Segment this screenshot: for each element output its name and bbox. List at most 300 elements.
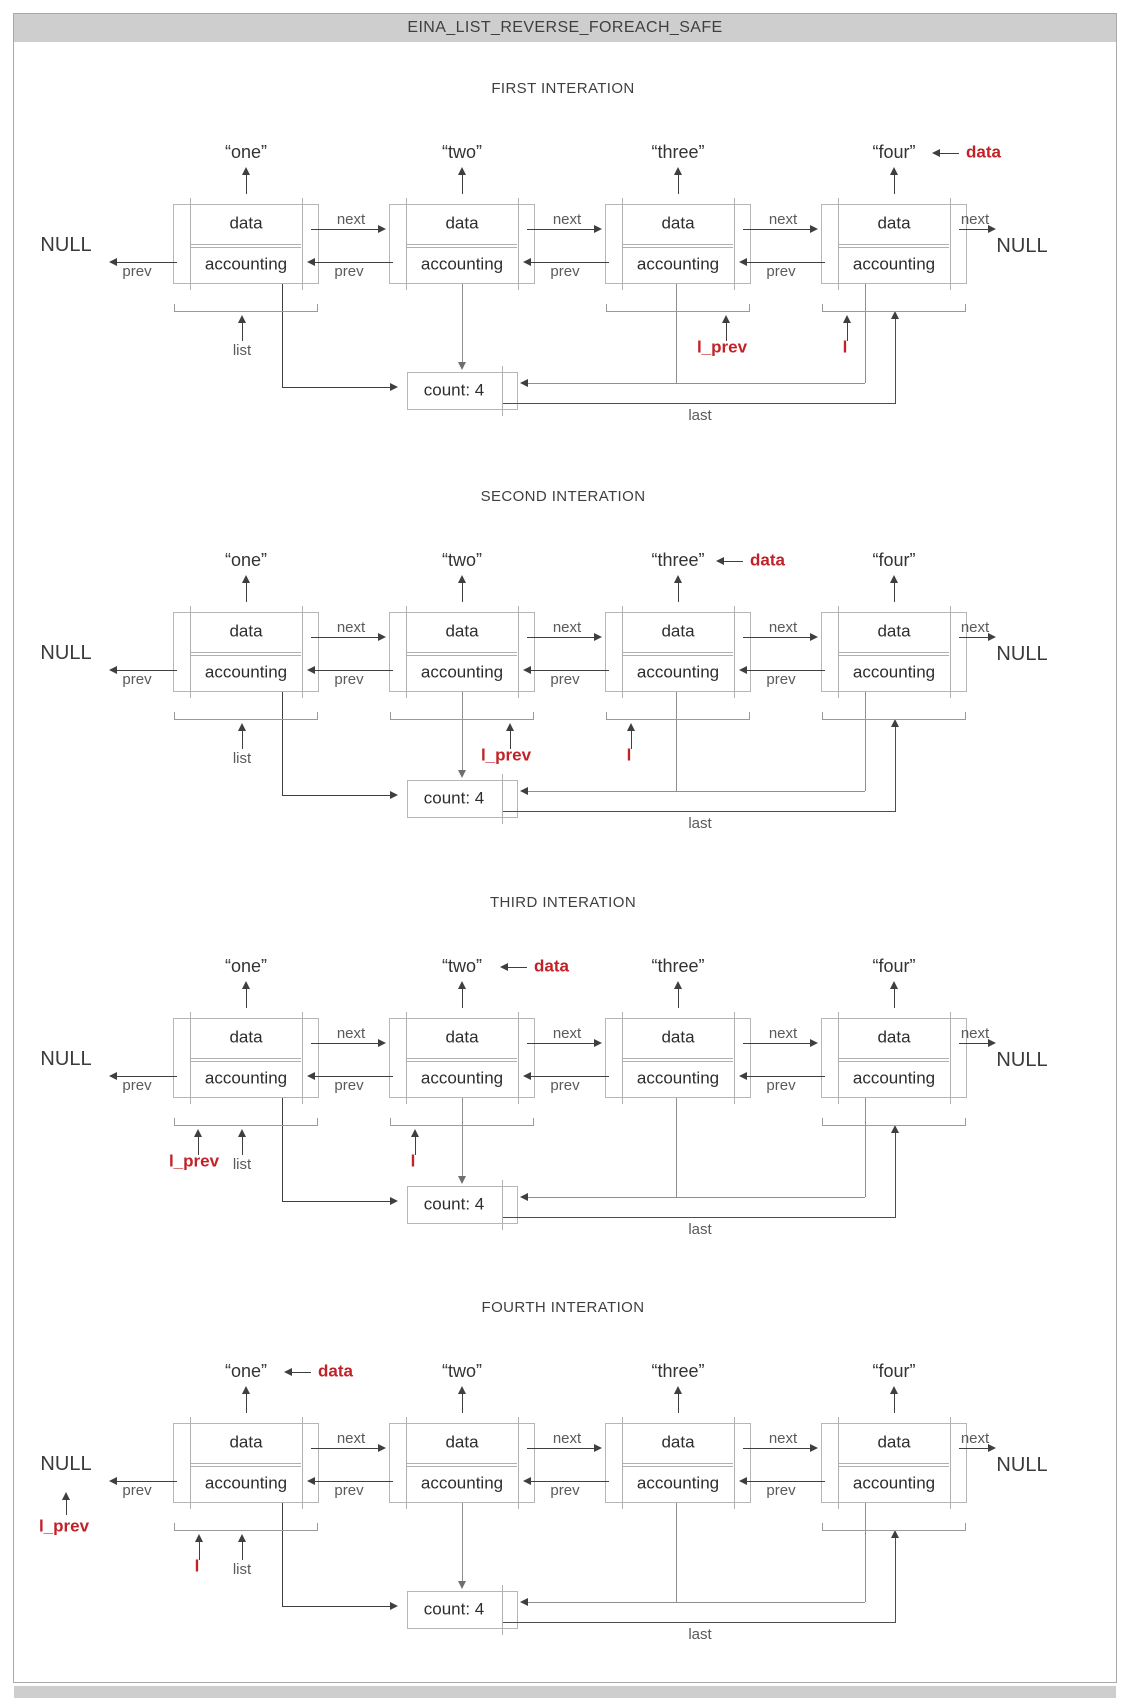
l-pointer-label: l xyxy=(194,1556,200,1576)
count-value: count: 4 xyxy=(423,1599,485,1619)
node-divider xyxy=(623,247,733,248)
l-pointer-arrowhead xyxy=(195,1534,203,1542)
count-left-arrowhead xyxy=(390,791,398,799)
next-pointer-line xyxy=(311,1448,379,1449)
next-arrowhead xyxy=(988,633,996,641)
l-prev-pointer-label: l_prev xyxy=(38,1516,90,1536)
node-data-cell: data xyxy=(661,621,695,641)
node-divider xyxy=(623,652,733,653)
l-pointer-arrowhead xyxy=(411,1129,419,1137)
node4-drop-line xyxy=(865,692,866,791)
node-label-arrow xyxy=(894,582,895,602)
node-string-label: “four” xyxy=(872,142,916,163)
list-pointer-arrowhead xyxy=(238,1534,246,1542)
next-arrowhead xyxy=(378,1444,386,1452)
node-string-label: “one” xyxy=(224,142,268,163)
node-rail xyxy=(302,1012,303,1104)
node-string-label: “one” xyxy=(224,1361,268,1382)
l-prev-pointer-arrow xyxy=(66,1499,67,1515)
node-divider xyxy=(839,1061,949,1062)
prev-label: prev xyxy=(550,1481,580,1499)
node-rail xyxy=(302,606,303,698)
count-right-line xyxy=(528,1197,865,1198)
node-label-arrowhead xyxy=(890,575,898,583)
prev-arrowhead xyxy=(523,1477,531,1485)
node-label-arrow xyxy=(246,174,247,194)
next-pointer-line xyxy=(959,1448,989,1449)
node-label-arrow xyxy=(462,174,463,194)
node-rail xyxy=(518,606,519,698)
node-divider xyxy=(407,1058,517,1059)
null-label-right: NULL xyxy=(996,1049,1048,1071)
next-pointer-line xyxy=(311,229,379,230)
prev-arrowhead xyxy=(109,258,117,266)
node3-drop-line xyxy=(676,1098,677,1197)
node-divider xyxy=(407,652,517,653)
node-bracket xyxy=(174,712,318,720)
null-label-left: NULL xyxy=(40,642,92,664)
node-data-cell: data xyxy=(877,1432,911,1452)
null-label-left: NULL xyxy=(40,1048,92,1070)
node-string-label: “one” xyxy=(224,550,268,571)
node-label-arrowhead xyxy=(890,1386,898,1394)
node-label-arrowhead xyxy=(458,981,466,989)
node-divider xyxy=(191,244,301,245)
data-pointer-arrowhead xyxy=(716,557,724,565)
next-pointer-line xyxy=(959,1043,989,1044)
null-label-right: NULL xyxy=(996,643,1048,665)
prev-label: prev xyxy=(334,262,364,280)
node-label-arrow xyxy=(678,988,679,1008)
last-label: last xyxy=(688,1625,712,1643)
list-connector-line xyxy=(282,1503,283,1606)
node-label-arrow xyxy=(246,988,247,1008)
prev-arrowhead xyxy=(739,1477,747,1485)
l-prev-pointer-arrowhead xyxy=(62,1492,70,1500)
node-bracket xyxy=(390,712,534,720)
node-label-arrowhead xyxy=(242,1386,250,1394)
prev-label: prev xyxy=(334,670,364,688)
next-pointer-line xyxy=(311,637,379,638)
last-line xyxy=(503,811,896,812)
node-data-cell: data xyxy=(229,213,263,233)
count-value: count: 4 xyxy=(423,380,485,400)
last-line-vertical xyxy=(895,1132,896,1217)
node-label-arrowhead xyxy=(674,981,682,989)
node-accounting-cell: accounting xyxy=(636,254,720,274)
prev-arrowhead xyxy=(307,666,315,674)
node-string-label: “three” xyxy=(651,956,705,977)
node-divider xyxy=(839,1058,949,1059)
node-string-label: “three” xyxy=(651,550,705,571)
node-accounting-cell: accounting xyxy=(420,1068,504,1088)
last-label: last xyxy=(688,1220,712,1238)
l-prev-pointer-arrowhead xyxy=(722,315,730,323)
node-rail xyxy=(518,1012,519,1104)
node-bracket xyxy=(174,1523,318,1531)
prev-arrowhead xyxy=(523,666,531,674)
list-pointer-arrowhead xyxy=(238,723,246,731)
count-top-arrowhead xyxy=(458,1176,466,1184)
count-left-arrowhead xyxy=(390,1197,398,1205)
node-divider xyxy=(191,1058,301,1059)
node-divider xyxy=(191,1061,301,1062)
data-pointer-arrow xyxy=(507,967,527,968)
node-data-cell: data xyxy=(229,1432,263,1452)
null-label-right: NULL xyxy=(996,1454,1048,1476)
list-connector-line xyxy=(282,1201,391,1202)
node-divider xyxy=(407,244,517,245)
count-top-arrow-line xyxy=(462,284,463,364)
prev-arrowhead xyxy=(109,1477,117,1485)
count-box-divider xyxy=(502,366,503,416)
data-pointer-arrow xyxy=(291,1372,311,1373)
list-pointer-label: list xyxy=(232,1560,252,1578)
last-line xyxy=(503,403,896,404)
list-pointer-label: list xyxy=(232,749,252,767)
node-string-label: “one” xyxy=(224,956,268,977)
node-string-label: “two” xyxy=(442,142,482,163)
node-label-arrow xyxy=(894,1393,895,1413)
node-bracket xyxy=(390,1118,534,1126)
count-top-arrow-line xyxy=(462,1098,463,1178)
section-title: FIRST INTERATION xyxy=(491,79,635,97)
node-data-cell: data xyxy=(445,1432,479,1452)
last-line xyxy=(503,1217,896,1218)
prev-label: prev xyxy=(550,1076,580,1094)
node-rail xyxy=(734,606,735,698)
next-pointer-line xyxy=(959,229,989,230)
last-line-vertical xyxy=(895,726,896,811)
node-data-cell: data xyxy=(445,621,479,641)
node-divider xyxy=(839,655,949,656)
list-connector-line xyxy=(282,692,283,795)
prev-arrowhead xyxy=(307,1072,315,1080)
next-label: next xyxy=(552,1024,582,1042)
next-label: next xyxy=(960,1024,990,1042)
node-bracket xyxy=(822,304,966,312)
node-bracket xyxy=(822,1523,966,1531)
next-arrowhead xyxy=(810,633,818,641)
node-string-label: “two” xyxy=(442,550,482,571)
next-label: next xyxy=(768,1429,798,1447)
node-data-cell: data xyxy=(661,213,695,233)
title-bar xyxy=(14,14,1116,42)
node-divider xyxy=(407,1061,517,1062)
node-string-label: “two” xyxy=(442,956,482,977)
count-top-arrowhead xyxy=(458,362,466,370)
next-arrowhead xyxy=(378,633,386,641)
node-divider xyxy=(623,1466,733,1467)
next-pointer-line xyxy=(743,229,811,230)
data-pointer-arrowhead xyxy=(932,149,940,157)
null-label-left: NULL xyxy=(40,1453,92,1475)
next-label: next xyxy=(336,1429,366,1447)
node-data-cell: data xyxy=(229,1027,263,1047)
list-pointer-arrow xyxy=(242,1136,243,1155)
node-label-arrow xyxy=(894,174,895,194)
count-right-arrowhead xyxy=(520,1193,528,1201)
node-divider xyxy=(623,1061,733,1062)
prev-label: prev xyxy=(334,1076,364,1094)
prev-label: prev xyxy=(550,262,580,280)
count-right-arrowhead xyxy=(520,1598,528,1606)
node-rail xyxy=(734,1417,735,1509)
prev-label: prev xyxy=(122,670,152,688)
l-pointer-label: l xyxy=(410,1151,416,1171)
l-pointer-arrowhead xyxy=(843,315,851,323)
node-divider xyxy=(407,247,517,248)
node-label-arrowhead xyxy=(458,575,466,583)
node-label-arrow xyxy=(462,1393,463,1413)
node-string-label: “two” xyxy=(442,1361,482,1382)
next-arrowhead xyxy=(378,225,386,233)
node-label-arrowhead xyxy=(890,981,898,989)
node-label-arrow xyxy=(678,582,679,602)
node-string-label: “three” xyxy=(651,142,705,163)
l-pointer-label: l xyxy=(842,337,848,357)
count-top-arrow-line xyxy=(462,1503,463,1583)
count-right-line xyxy=(528,383,865,384)
node-rail xyxy=(950,1012,951,1104)
node4-drop-line xyxy=(865,1098,866,1197)
l-prev-pointer-label: l_prev xyxy=(480,745,532,765)
list-pointer-arrowhead xyxy=(238,1129,246,1137)
next-pointer-line xyxy=(743,637,811,638)
node-divider xyxy=(407,1463,517,1464)
prev-label: prev xyxy=(766,1481,796,1499)
prev-arrowhead xyxy=(109,666,117,674)
node-bracket xyxy=(174,304,318,312)
null-label-left: NULL xyxy=(40,234,92,256)
node-label-arrow xyxy=(894,988,895,1008)
prev-arrowhead xyxy=(739,1072,747,1080)
data-pointer-label: data xyxy=(318,1361,353,1381)
count-box-divider xyxy=(502,774,503,824)
node-label-arrowhead xyxy=(458,1386,466,1394)
next-arrowhead xyxy=(594,225,602,233)
node-label-arrow xyxy=(246,1393,247,1413)
node-divider xyxy=(839,652,949,653)
node-label-arrowhead xyxy=(242,167,250,175)
node-accounting-cell: accounting xyxy=(852,1473,936,1493)
data-pointer-arrow xyxy=(939,153,959,154)
next-label: next xyxy=(336,1024,366,1042)
node-accounting-cell: accounting xyxy=(204,662,288,682)
count-right-arrowhead xyxy=(520,379,528,387)
node-label-arrow xyxy=(678,1393,679,1413)
list-pointer-label: list xyxy=(232,341,252,359)
node-data-cell: data xyxy=(661,1432,695,1452)
data-pointer-label: data xyxy=(534,956,569,976)
prev-label: prev xyxy=(122,262,152,280)
count-box-divider xyxy=(502,1180,503,1230)
node-divider xyxy=(191,1463,301,1464)
next-label: next xyxy=(768,618,798,636)
list-pointer-arrow xyxy=(242,322,243,341)
count-box-divider xyxy=(502,1585,503,1635)
next-pointer-line xyxy=(527,637,595,638)
node-label-arrowhead xyxy=(674,1386,682,1394)
prev-arrowhead xyxy=(739,258,747,266)
node-rail xyxy=(518,1417,519,1509)
node-divider xyxy=(191,652,301,653)
next-arrowhead xyxy=(810,225,818,233)
node-rail xyxy=(950,198,951,290)
node-data-cell: data xyxy=(877,621,911,641)
list-connector-line xyxy=(282,284,283,387)
next-arrowhead xyxy=(988,225,996,233)
node-divider xyxy=(839,244,949,245)
count-left-arrowhead xyxy=(390,383,398,391)
next-pointer-line xyxy=(743,1448,811,1449)
node-label-arrow xyxy=(678,174,679,194)
next-arrowhead xyxy=(594,1444,602,1452)
node-divider xyxy=(191,1466,301,1467)
node-divider xyxy=(839,1463,949,1464)
prev-label: prev xyxy=(122,1481,152,1499)
node4-drop-line xyxy=(865,1503,866,1602)
node-accounting-cell: accounting xyxy=(204,1473,288,1493)
node3-drop-line xyxy=(676,1503,677,1602)
next-label: next xyxy=(960,618,990,636)
count-value: count: 4 xyxy=(423,788,485,808)
data-pointer-label: data xyxy=(966,142,1001,162)
node-divider xyxy=(839,247,949,248)
node-accounting-cell: accounting xyxy=(852,662,936,682)
node-label-arrowhead xyxy=(242,981,250,989)
prev-label: prev xyxy=(122,1076,152,1094)
count-value: count: 4 xyxy=(423,1194,485,1214)
node-label-arrowhead xyxy=(242,575,250,583)
node-label-arrowhead xyxy=(674,575,682,583)
node-rail xyxy=(734,198,735,290)
null-label-right: NULL xyxy=(996,235,1048,257)
next-arrowhead xyxy=(810,1444,818,1452)
node-accounting-cell: accounting xyxy=(636,1068,720,1088)
node-label-arrow xyxy=(462,988,463,1008)
node-label-arrowhead xyxy=(674,167,682,175)
node-rail xyxy=(950,1417,951,1509)
next-arrowhead xyxy=(810,1039,818,1047)
last-label: last xyxy=(688,814,712,832)
node-string-label: “four” xyxy=(872,956,916,977)
list-connector-line xyxy=(282,1606,391,1607)
next-arrowhead xyxy=(988,1444,996,1452)
next-pointer-line xyxy=(959,637,989,638)
node-accounting-cell: accounting xyxy=(636,1473,720,1493)
last-arrowhead xyxy=(891,1125,899,1133)
prev-arrowhead xyxy=(109,1072,117,1080)
node-label-arrowhead xyxy=(890,167,898,175)
next-label: next xyxy=(336,210,366,228)
data-pointer-arrow xyxy=(723,561,743,562)
count-right-line xyxy=(528,791,865,792)
node3-drop-line xyxy=(676,692,677,791)
count-right-arrowhead xyxy=(520,787,528,795)
node3-drop-line xyxy=(676,284,677,383)
node-accounting-cell: accounting xyxy=(420,662,504,682)
node-divider xyxy=(191,655,301,656)
prev-label: prev xyxy=(766,262,796,280)
next-label: next xyxy=(768,1024,798,1042)
node-divider xyxy=(623,1058,733,1059)
node-bracket xyxy=(822,712,966,720)
node-divider xyxy=(839,1466,949,1467)
node-accounting-cell: accounting xyxy=(420,1473,504,1493)
node-bracket xyxy=(606,712,750,720)
node-data-cell: data xyxy=(877,213,911,233)
node-string-label: “three” xyxy=(651,1361,705,1382)
node-divider xyxy=(623,244,733,245)
node-label-arrow xyxy=(462,582,463,602)
node-accounting-cell: accounting xyxy=(420,254,504,274)
next-arrowhead xyxy=(988,1039,996,1047)
node-data-cell: data xyxy=(229,621,263,641)
node-accounting-cell: accounting xyxy=(204,254,288,274)
node-rail xyxy=(302,198,303,290)
list-pointer-arrowhead xyxy=(238,315,246,323)
section-title: FOURTH INTERATION xyxy=(481,1298,645,1316)
node-data-cell: data xyxy=(445,213,479,233)
data-pointer-arrowhead xyxy=(284,1368,292,1376)
node-accounting-cell: accounting xyxy=(852,254,936,274)
list-pointer-label: list xyxy=(232,1155,252,1173)
node-string-label: “four” xyxy=(872,550,916,571)
next-pointer-line xyxy=(527,1043,595,1044)
prev-arrowhead xyxy=(307,1477,315,1485)
node-label-arrowhead xyxy=(458,167,466,175)
prev-label: prev xyxy=(334,1481,364,1499)
next-arrowhead xyxy=(594,1039,602,1047)
l-pointer-label: l xyxy=(626,745,632,765)
prev-arrowhead xyxy=(307,258,315,266)
data-pointer-arrowhead xyxy=(500,963,508,971)
count-top-arrowhead xyxy=(458,1581,466,1589)
l-prev-pointer-label: l_prev xyxy=(168,1151,220,1171)
node-divider xyxy=(407,1466,517,1467)
page-title: EINA_LIST_REVERSE_FOREACH_SAFE xyxy=(407,19,723,36)
next-pointer-line xyxy=(311,1043,379,1044)
node-rail xyxy=(734,1012,735,1104)
data-pointer-label: data xyxy=(750,550,785,570)
prev-arrowhead xyxy=(523,1072,531,1080)
next-label: next xyxy=(552,618,582,636)
node-divider xyxy=(191,247,301,248)
node-data-cell: data xyxy=(661,1027,695,1047)
section-title: SECOND INTERATION xyxy=(480,487,646,505)
next-label: next xyxy=(552,1429,582,1447)
node-rail xyxy=(302,1417,303,1509)
next-arrowhead xyxy=(378,1039,386,1047)
l-prev-pointer-arrowhead xyxy=(194,1129,202,1137)
node-divider xyxy=(623,655,733,656)
next-arrowhead xyxy=(594,633,602,641)
node-divider xyxy=(623,1463,733,1464)
node4-drop-line xyxy=(865,284,866,383)
node-rail xyxy=(950,606,951,698)
node-accounting-cell: accounting xyxy=(852,1068,936,1088)
l-prev-pointer-label: l_prev xyxy=(696,337,748,357)
node-rail xyxy=(518,198,519,290)
last-line-vertical xyxy=(895,318,896,403)
count-left-arrowhead xyxy=(390,1602,398,1610)
prev-arrowhead xyxy=(523,258,531,266)
prev-label: prev xyxy=(766,670,796,688)
node-accounting-cell: accounting xyxy=(204,1068,288,1088)
list-pointer-arrow xyxy=(242,1541,243,1560)
node-bracket xyxy=(606,304,750,312)
